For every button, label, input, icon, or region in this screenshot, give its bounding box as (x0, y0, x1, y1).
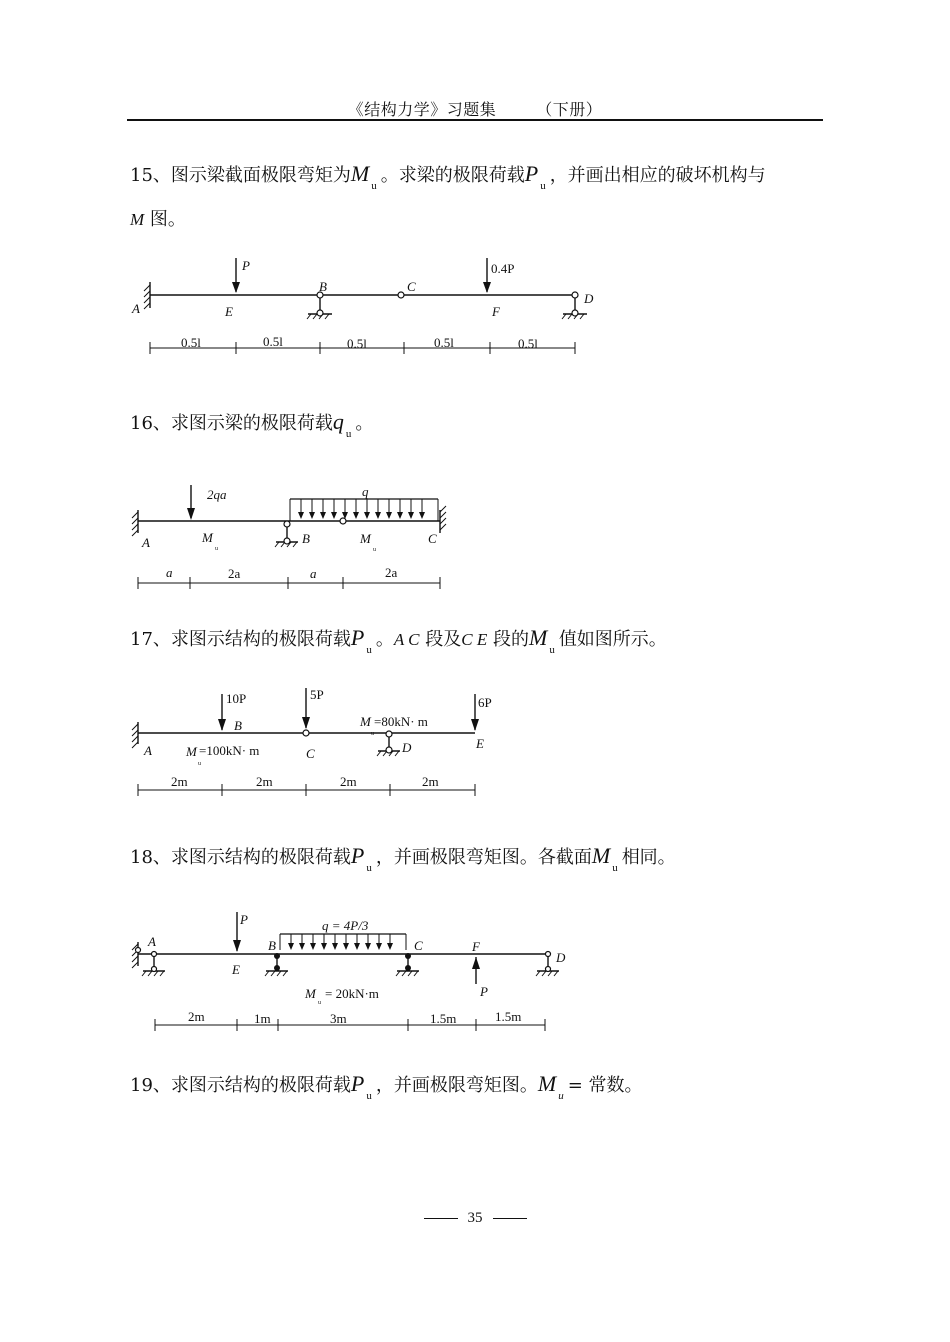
problem-text: 图。 (149, 209, 186, 230)
dimension-label: 0.5l (263, 334, 283, 349)
problem-text: 。求梁的极限荷载 (380, 165, 525, 186)
load-label: 0.4P (491, 261, 515, 276)
mu-label: M (360, 531, 371, 546)
svg-text:u: u (318, 1000, 321, 1006)
point-label: A (132, 301, 140, 316)
symbol-p: P (524, 161, 539, 186)
point-label: B (302, 531, 310, 546)
problem-text: 。 (355, 413, 374, 434)
symbol-m: M (528, 625, 548, 650)
problem-number: 18、 (130, 847, 171, 868)
footer-dash (493, 1218, 527, 1219)
dimension-label: a (166, 565, 173, 580)
point-label: B (234, 718, 242, 733)
problem-text: 段及 (425, 629, 462, 650)
symbol-m: M (350, 161, 370, 186)
mu-value: =100kN· m (199, 743, 260, 758)
page-number: 35 (467, 1210, 483, 1226)
problem-text: 值如图所示。 (558, 629, 667, 650)
dimension-label: 2m (422, 774, 439, 789)
subscript: u (549, 644, 555, 656)
load-label: q = 4P/3 (322, 918, 369, 933)
symbol-m: M (591, 843, 611, 868)
svg-text:M: M (360, 714, 371, 729)
point-label: A (142, 535, 150, 550)
load-label: P (480, 984, 488, 999)
problem-text: 。 (375, 629, 394, 650)
problem-number: 16、 (130, 413, 171, 434)
segment-label: A C (393, 630, 420, 649)
dimension-label: 2m (188, 1009, 205, 1024)
svg-text:u: u (371, 731, 374, 737)
point-label: E (476, 736, 484, 751)
point-label: C (306, 746, 315, 761)
load-label: P (242, 258, 250, 273)
subscript: u (366, 1090, 372, 1102)
dimension-label: 0.5l (434, 335, 454, 350)
point-label: A (144, 743, 152, 758)
segment-label: C E (461, 630, 488, 649)
point-label: C (414, 938, 423, 953)
svg-text:u: u (198, 761, 201, 767)
point-label: C (428, 531, 437, 546)
point-label: A (148, 934, 156, 949)
load-label: 10P (226, 691, 247, 706)
point-label: F (472, 939, 480, 954)
point-label: D (584, 291, 594, 306)
subscript: u (558, 1090, 564, 1102)
subscript: u (612, 862, 618, 874)
problem-text: ，并画出相应的破坏机构与 (549, 165, 766, 186)
subscript: u (366, 862, 372, 874)
subscript: u (540, 180, 546, 192)
symbol-m: M (130, 210, 145, 229)
problem-text: 段的 (492, 629, 529, 650)
symbol-q: q (332, 409, 344, 434)
problem-text: 求图示梁的极限荷载 (170, 413, 333, 434)
subscript: u (371, 180, 377, 192)
load-label: 6P (478, 695, 492, 710)
point-label: D (402, 740, 412, 755)
problem-text: = 常数。 (567, 1075, 643, 1096)
point-label: E (232, 962, 240, 977)
dimension-label: 2a (385, 565, 398, 580)
point-label: E (225, 304, 233, 319)
mu-value: =80kN· m (374, 714, 428, 729)
svg-text:M: M (186, 744, 197, 759)
load-label: q (362, 484, 369, 499)
problem-19 (130, 1072, 643, 1100)
symbol-p: P (350, 843, 365, 868)
dimension-label: a (310, 566, 317, 581)
problem-number: 19、 (130, 1075, 171, 1096)
svg-text:u: u (215, 546, 218, 552)
symbol-p: P (350, 625, 365, 650)
mu-label: M (202, 530, 213, 545)
problem-text: 求图示结构的极限荷载 (170, 629, 351, 650)
footer-dash (424, 1218, 458, 1219)
dimension-label: 2m (256, 774, 273, 789)
dimension-label: 1m (254, 1011, 271, 1026)
dimension-label: 2m (340, 774, 357, 789)
svg-text:M: M (305, 986, 316, 1001)
page-footer (0, 1210, 950, 1227)
load-label: 5P (310, 687, 324, 702)
load-label: P (240, 912, 248, 927)
dimension-label: 2m (171, 774, 188, 789)
mu-value: = 20kN·m (325, 986, 379, 1001)
dimension-label: 0.5l (518, 336, 538, 351)
problem-text: 图示梁截面极限弯矩为 (170, 165, 351, 186)
subscript: u (345, 428, 352, 440)
symbol-p: P (350, 1071, 365, 1096)
dimension-label: 3m (330, 1011, 347, 1026)
dimension-label: 0.5l (347, 336, 367, 351)
point-label: F (492, 304, 500, 319)
dimension-label: 1.5m (430, 1011, 457, 1026)
problem-text: 求图示结构的极限荷载 (170, 1075, 351, 1096)
book-title: 《结构力学》习题集 (347, 100, 497, 119)
dimension-label: 1.5m (495, 1009, 522, 1024)
point-label: D (556, 950, 566, 965)
problem-number: 17、 (130, 629, 171, 650)
dimension-label: 0.5l (181, 335, 201, 350)
volume-label: （下册） (536, 100, 603, 119)
svg-text:u: u (373, 547, 376, 553)
problem-text: ，并画极限弯矩图。各截面 (375, 847, 592, 868)
load-label: 2qa (207, 487, 227, 502)
symbol-m: M (537, 1071, 557, 1096)
problem-number: 15、 (130, 165, 171, 186)
dimension-label: 2a (228, 566, 241, 581)
point-label: C (407, 279, 416, 294)
problem-text: ，并画极限弯矩图。 (375, 1075, 538, 1096)
subscript: u (366, 644, 372, 656)
problem-text: 求图示结构的极限荷载 (170, 847, 351, 868)
point-label: B (319, 279, 327, 294)
point-label: B (268, 938, 276, 953)
problem-text: 相同。 (621, 847, 676, 868)
